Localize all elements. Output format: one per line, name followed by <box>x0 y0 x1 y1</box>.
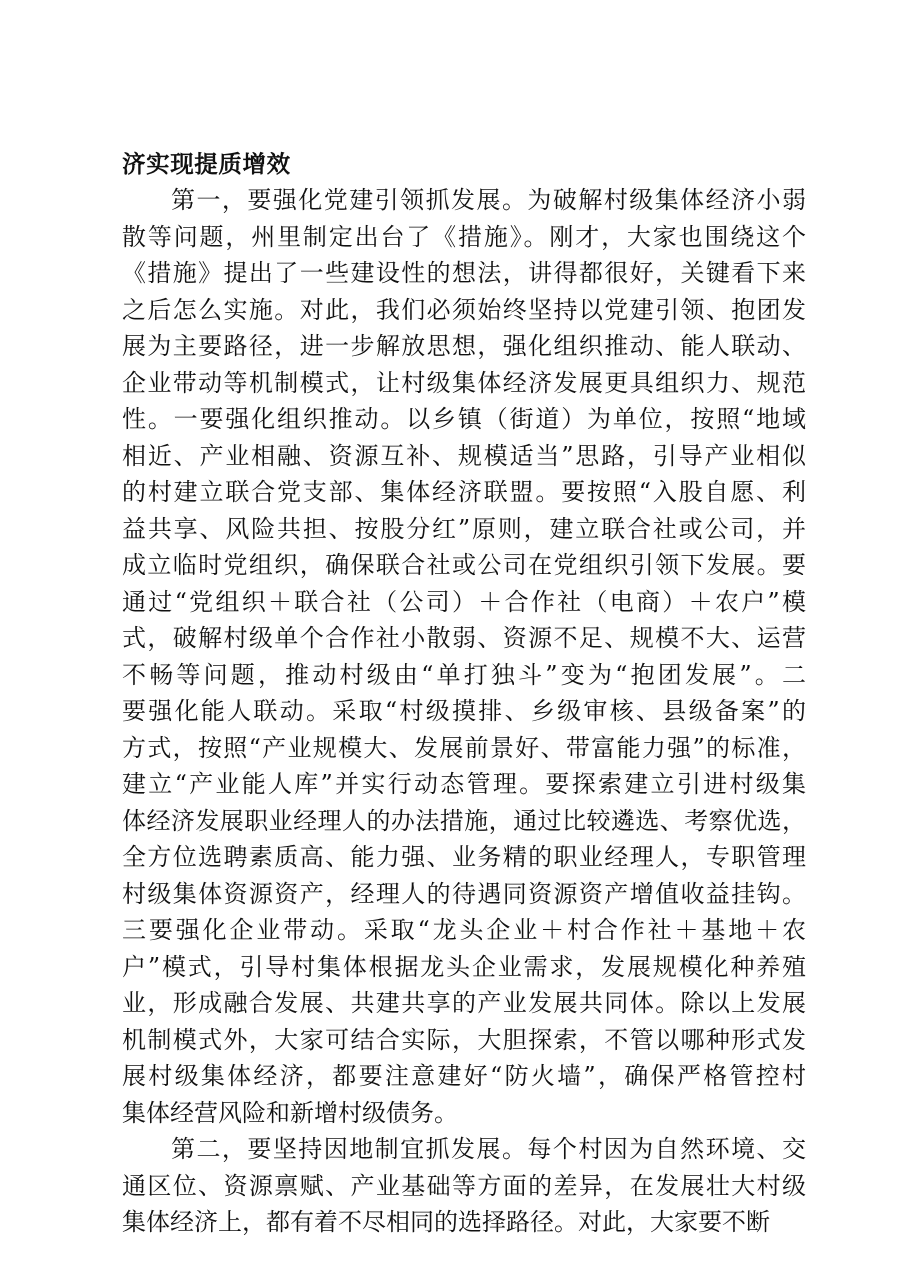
text-line: 的村建立联合党支部、集体经济联盟。要按照“入股自愿、利 <box>122 478 806 506</box>
text-line: 《措施》提出了一些建设性的想法，讲得都很好，关键看下来 <box>122 259 806 287</box>
text-line: 集体经营风险和新增村级债务。 <box>122 1098 458 1127</box>
text-line: 展村级集体经济，都要注意建好“防火墙”，确保严格管控村 <box>122 1062 806 1090</box>
text-line: 户”模式，引导村集体根据龙头企业需求，发展规模化种养殖 <box>122 952 806 981</box>
paragraphs <box>122 182 806 1241</box>
text-line: 体经济发展职业经理人的办法措施，通过比较遴选、考察优选， <box>122 806 806 835</box>
text-line: 要强化能人联动。采取“村级摸排、乡级审核、县级备案”的 <box>122 697 806 725</box>
text-line: 通过“党组织＋联合社（公司）＋合作社（电商）＋农户”模 <box>122 587 806 616</box>
text-line: 散等问题，州里制定出台了《措施》。刚才，大家也围绕这个 <box>122 222 806 251</box>
text-line: 相近、产业相融、资源互补、规模适当”思路，引导产业相似 <box>122 441 806 470</box>
text-line: 第二，要坚持因地制宜抓发展。每个村因为自然环境、交 <box>171 1135 806 1163</box>
text-line: 第一，要强化党建引领抓发展。为破解村级集体经济小弱 <box>171 186 806 214</box>
text-line: 之后怎么实施。对此，我们必须始终坚持以党建引领、抱团发 <box>122 295 806 324</box>
text-line: 不畅等问题，推动村级由“单打独斗”变为“抱团发展”。二 <box>122 660 806 689</box>
text-line: 建立“产业能人库”并实行动态管理。要探索建立引进村级集 <box>122 770 806 798</box>
text-line: 集体经济上，都有着不尽相同的选择路径。对此，大家要不断 <box>122 1208 770 1236</box>
document-body <box>122 146 806 1241</box>
text-line: 三要强化企业带动。采取“龙头企业＋村合作社＋基地＋农 <box>122 916 806 944</box>
text-line: 通区位、资源禀赋、产业基础等方面的差异，在发展壮大村级 <box>122 1171 806 1200</box>
text-line: 性。一要强化组织推动。以乡镇（街道）为单位，按照“地域 <box>122 405 806 433</box>
text-line: 式，破解村级单个合作社小散弱、资源不足、规模不大、运营 <box>122 624 806 652</box>
paragraph <box>122 1131 806 1241</box>
text-line: 机制模式外，大家可结合实际，大胆探索，不管以哪种形式发 <box>122 1025 806 1054</box>
text-line: 益共享、风险共担、按股分红”原则，建立联合社或公司，并 <box>122 514 806 543</box>
text-line: 成立临时党组织，确保联合社或公司在党组织引领下发展。要 <box>122 551 806 579</box>
text-line: 全方位选聘素质高、能力强、业务精的职业经理人，专职管理 <box>122 843 806 871</box>
paragraph <box>122 182 806 1131</box>
text-line: 方式，按照“产业规模大、发展前景好、带富能力强”的标准， <box>122 733 806 762</box>
section-heading-continuation: 济实现提质增效 <box>122 150 291 178</box>
text-line: 村级集体资源资产，经理人的待遇同资源资产增值收益挂钩。 <box>122 879 806 908</box>
text-line: 展为主要路径，进一步解放思想，强化组织推动、能人联动、 <box>122 332 806 360</box>
text-line: 业，形成融合发展、共建共享的产业发展共同体。除以上发展 <box>122 989 806 1017</box>
text-line: 企业带动等机制模式，让村级集体经济发展更具组织力、规范 <box>122 368 806 397</box>
